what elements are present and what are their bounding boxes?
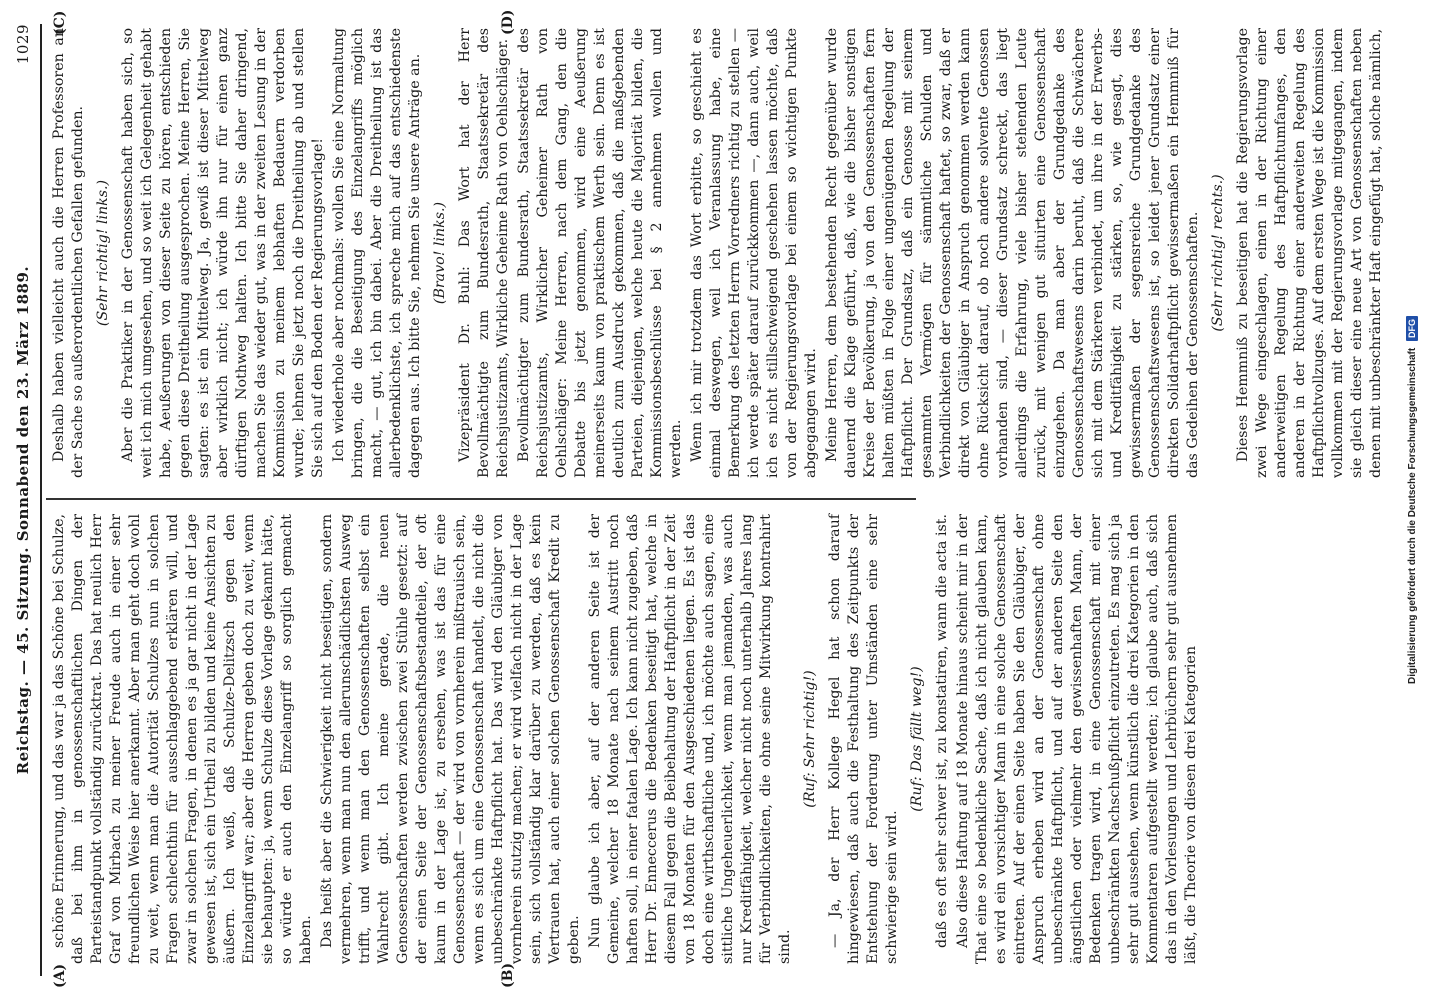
credit-text: Digitalisierung gefördert durch die Deutsche Forschungsgemeinschaft xyxy=(1407,347,1418,684)
paragraph: Wenn ich mir trotzdem das Wort erbitte, so geschieht es einmal deswegen, weil ich Veranlassung habe, eine Bemerkung des letzten Herrn Vorredners richtig zu stellen — ich werde später darauf zurückkommen —, dann auch, weil ich es nicht stillschweigend geschehen lassen möchte, daß von der Regierungsvorlage bei einem so wichtigen Punkte abgegangen wird. xyxy=(689,28,819,478)
digitization-credit xyxy=(1406,0,1418,1000)
column-divider xyxy=(46,499,916,501)
paragraph: Aber die Praktiker in der Genossenschaft haben sich, so weit ich mich umgesehen, und so weit ich Gelegenheit gehabt habe, Aeußerungen von dieser Seite zu hören, entschieden gegen diese Dreitheilung ausgesprochen. Meine Herren, Sie sagten: es ist ein Mittelweg. Ja, gewiß ist dieser Mittelweg aber wirklich nicht; ich würde ihn nur für einen ganz dürftigen Nothweg halten. Ich bitte Sie daher dringend, machen Sie das wieder gut, was in der zweiten Lesung in der Kommission zu meinem lebhaften Bedauern verdorben wurde; lehnen Sie jetzt noch die Dreitheilung ab und stellen Sie sich auf den Boden der Regierungsvorlage! xyxy=(120,28,326,478)
interjection: (Bravo! links.) xyxy=(432,201,448,305)
interjection: (Ruf: Sehr richtig!) xyxy=(802,670,818,808)
paragraph: Deshalb haben vielleicht auch die Herren Professoren an der Sache so außerordentlichen Gefallen gefunden. xyxy=(51,28,86,478)
page-number: 1029 xyxy=(14,24,32,65)
paragraph: Meine Herren, dem bestehenden Recht gegenüber wurde dauernd die Klage geführt, daß, wie die bisher sonstigen Kreise der Bevölkerung, ja von den Genossenschaften fern halten müßten in Folge einer ungenügenden Regelung der Haftpflicht. Der Grundsatz, daß ein Genosse mit seinem gesammten Vermögen für sämmtliche Schulden und Verbindlichkeiten der Genossenschaft haftet, so zwar, daß er direkt von Gläubiger in Anspruch genommen werden kann ohne Rücksicht darauf, ob noch andere solvente Genossen vorhanden sind, — dieser Grundsatz schreckt, das liegt allerdings die Erfahrung, viele bisher stehenden Leute zurück, mit wenigen gut situirten eine Genossenschaft einzugehen. Da man aber der Grundgedanke des Genossenschaftswesens darin beruht, daß die Schwächere sich mit dem Stärkeren verbindet, um ihre in der Erwerbs- und Kreditfähigkeit zu stärken, so, wie gesagt, dies gewissermaßen der segensreiche Grundgedanke des Genossenschaftswesens ist, so leidet jener Grundsatz einer direkten Solidarhaftpflicht gewissermaßen ein Hemmniß für das Gedeihen der Genossenschaften. xyxy=(824,28,1201,478)
page-title: Reichstag. — 45. Sitzung. Sonnabend den 23. März 1889. xyxy=(14,265,32,775)
paragraph: Nun glaube ich aber, auf der anderen Seite ist der Gemeine, welcher 18 Monate nach seinem Austritt noch haften soll, in einer fatalen Lage. Ich kann nicht zugeben, daß Herr Dr. Enneccerus die Bedenken beseitigt hat, welche in diesem Fall gegen die Beibehaltung der Haftpflicht in der Zeit von 18 Monaten für den Ausgeschiedenen liegen. Es ist das doch eine wirthschaftliche und, ich möchte auch sagen, eine sittliche Ungeheuerlichkeit, wenn man jemanden, was auch nur Kreditfähigkeit, welcher nicht noch unterhalb Jahres lang für Verbindlichkeiten, die ohne seine Mitwirkung kontrahirt sind. xyxy=(587,514,793,964)
page-header xyxy=(8,24,38,976)
interjection: (Sehr richtig! links.) xyxy=(95,179,111,327)
header-rule xyxy=(40,24,42,976)
margin-marker-d: (D) xyxy=(500,9,516,35)
paragraph: Dieses Hemmniß zu beseitigen hat die Regierungsvorlage zwei Wege eingeschlagen, einen in der Richtung einer anderweitigen Regelung des Haftpflichtumfanges, den anderen in der Richtung einer anderweiten Regelung des Haftpflichtvollzuges. Auf dem ersten Wege ist die Kommission vollkommen mit der Regierungsvorlage mitgegangen, indem sie gleich dieser eine neue Art von Genossenschaften neben denen mit unbeschränkter Haft eingefügt hat, solche nämlich, xyxy=(1235,28,1384,478)
paragraph: Das heißt aber die Schwierigkeit nicht beseitigen, sondern vermehren, wenn man nun den allerunschädlichsten Ausweg trifft, und wenn man den Genossenschaften selbst ein Wahlrecht gibt. Ich meine gerade, die neuen Genossenschaften werden zwischen zwei Stühle gesetzt: auf der einen Seite der Genossenschaftsbestandteile, der oft kaum in der Lage ist, zu ersehen, was ist das für eine Genossenschaft — der wird von vornherein mißtrauisch sein, wenn es sich um eine Genossenschaft handelt, die nicht die unbeschränkte Haftpflicht hat. Das wird den Gläubiger von vornherein stutzig machen; er wird vielfach nicht in der Lage sein, sich vollständig klar darüber zu werden, daß es kein Vertrauen hat, auch einer solchen Genossenschaft Kredit zu geben. xyxy=(319,514,582,964)
paragraph: Also diese Haftung auf 18 Monate hinaus scheint mir in der That eine so bedenkliche Sache, daß ich nicht glauben kann, es wird ein vorsichtiger Mann in eine solche Genossenschaft eintreten. Auf der einen Seite haben Sie den Gläubiger, der Anspruch erheben wird an der Genossenschaft ohne unbeschränkte Haftpflicht, und auf der anderen Seite den ängstlichen oder vielmehr den gewissenhaften Mann, der Bedenken tragen wird, in eine Genossenschaft mit einer unbeschränkten Nachschußpflicht einzutreten. Es mag sich ja sehr gut aussehen, wenn künstlich die drei Kategorien in den Kommentaren aufgestellt werden; ich glaube auch, daß sich das in den Vorlesungen und Lehrbüchern sehr gut ausnehmen läßt, die Theorie von diesen drei Kategorien xyxy=(955,514,1199,964)
margin-marker-b: (B) xyxy=(500,962,516,988)
paragraph: Vizepräsident Dr. Buhl: Das Wort hat der Herr Bevollmächtigte zum Bundesrath, Staatssekretär des Reichsjustizamts, Wirkliche Geheime Rath von Oehlschläger. xyxy=(457,28,511,478)
interjection: (Ruf: Das fällt weg!) xyxy=(909,666,925,812)
margin-marker-c: (C) xyxy=(52,10,68,35)
paragraph: Ich wiederhole aber nochmals: wollen Sie eine Normaltung bringen, die die Beseitigung des Einzelangriffs möglich macht, — gut, ich bin dabei. Aber die Dreitheilung ist das allerbedenklichste, ich spreche mich auf das entschiedenste dagegen aus. Ich bitte Sie, nehmen Sie unsere Anträge an. xyxy=(331,28,423,478)
interjection: (Sehr richtig! rechts.) xyxy=(1210,174,1226,332)
margin-marker-a: (A) xyxy=(52,963,68,988)
paragraph: daß es oft sehr schwer ist, zu konstatiren, wann die acta ist. xyxy=(934,514,950,948)
dfg-logo: DFG xyxy=(1406,316,1418,341)
paragraph: schöne Erinnerung, und das war ja das Schöne bei Schulze, daß bei ihm in genossenschaftlichen Dingen der Parteistandpunkt vollständig zurücktrat. Das hat neulich Herr Graf von Mirbach zu meiner Freude auch in einer sehr freundlichen Weise hier anerkannt. Aber man geht doch wohl zu weit, wenn man die Autorität Schulzes nun in solchen Fragen schlechthin für ausschlaggebend erklären will, und zwar in solchen Fragen, in denen es ja gar nicht in der Lage gewesen ist, sich ein Urtheil zu bilden und keine Ansichten zu äußern. Ich weiß, daß Schulze-Delitzsch gegen den Einzelangriff war; aber die Herren geben doch zu weit, wenn sie behaupten: ja, wenn Schulze diese Vorlage gekannt hätte, so würde er auch den Einzelangriff so sorglich gemacht haben. xyxy=(51,514,314,964)
paragraph: — Ja, der Herr Kollege Hegel hat schon darauf hingewiesen, daß auch die Festhaltung des Zeitpunkts der Entstehung der Forderung unter Umständen eine sehr schwierige sein wird. xyxy=(827,514,900,964)
left-column xyxy=(50,514,1199,964)
paragraph: Bevollmächtigter zum Bundesrath, Staatssekretär des Reichsjustizamts, Wirklicher Geheimer Rath von Oehlschläger: Meine Herren, nach dem Gang, den die Debatte bis jetzt genommen, wird eine Aeußerung meinerseits kaum von praktischem Werth sein. Denn es ist deutlich zum Ausdruck gekommen, daß die maßgebenden Parteien, diejenigen, welche heute die Majorität bilden, die Kommissionsbeschlüsse bei § 2 annehmen wollen und werden. xyxy=(516,28,684,478)
right-column xyxy=(50,28,1384,478)
